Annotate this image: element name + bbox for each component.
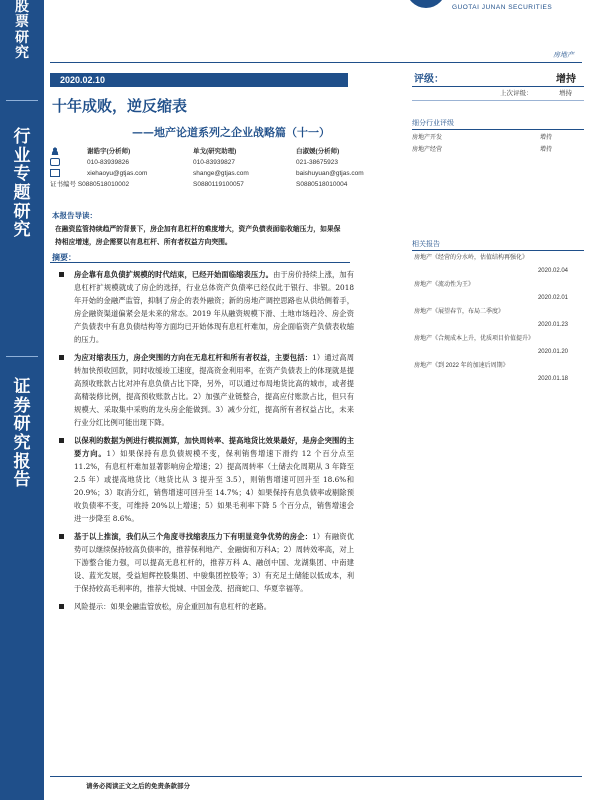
related-reports-list — [412, 252, 582, 387]
analyst-name: 白淑媛(分析师) — [296, 148, 340, 155]
person-icon — [50, 147, 60, 155]
previous-rating-value: 增持 — [559, 90, 572, 97]
sidebar-char: 研 — [15, 29, 29, 46]
bullet-text: 1）如果保持有息负债规模不变，保利销售增速下滑约 12 个百分点至 11.2%，有息杠杆难加显著影响房企增速；2）提高周转率（土储去化周期从 3 年降至 2.5 年）或提高地货比（地货比从 3 提升至 3.5），则销售增速可回升至 18.6%和 20.9%；3）取消分红，销售增速可回升至 14.7%；4）如果保持有息负债率或剔除预收负债率不变，可维持 20%以上增速；5）如果毛利率下降 5 个百分点，销售增速会进一步降至 8.6%。 — [74, 449, 354, 523]
related-report-date: 2020.02.04 — [537, 268, 568, 274]
bullet-text: 由于房价持续上涨，加有息杠杆扩规模就成了房企的选择，行业总体资产负债率已经仅此于银行、非银。2018 年开始的金融严监管，抑制了房企的表外融资；新的房地产调控思路也从供给侧着手，房企融资渠道偏紧会是未来的常态。2019 年从融资规模下滑、土地市场趋冷、房企资产负债表中有息负债结构等方面均已开始体现有息杠杆难加，房企面临资产负债表收缩的压力。 — [74, 270, 354, 344]
footer-rule — [50, 776, 582, 777]
analyst-phone: 010-83939827 — [193, 159, 235, 166]
sidebar-char: 股 — [15, 0, 29, 15]
analyst-email: baishuyuan@gtjas.com — [296, 170, 364, 177]
rating-rule — [412, 100, 584, 101]
bullet-lead: 为应对缩表压力，房企突围的方向在无息杠杆和所有者权益，主要包括： — [74, 353, 313, 362]
sidebar — [0, 0, 44, 800]
sidebar-section-stock-research — [0, 0, 44, 62]
sidebar-char: 告 — [13, 470, 31, 491]
sidebar-char: 券 — [13, 395, 31, 416]
related-report-item[interactable] — [412, 279, 582, 306]
sub-industry-rule — [412, 129, 584, 130]
bullet-text: 1）有融资优势可以继续保持较高负债率的，推荐保利地产、金融街和万科A；2）周转效率高，对上下游整合能力强，可以提高无息杠杆的，推荐万科 A、融创中国、龙湖集团、中南建设、蓝光发展，受益旭辉控股集团、中骏集团控股等；3）有充足土储能以低成本，利于保持较高毛利率的，推荐大悦城、中国金茂、招商蛇口、华夏幸福等。 — [74, 532, 354, 593]
sidebar-char: 研 — [13, 414, 31, 435]
sidebar-divider — [6, 100, 38, 101]
abstract-rule — [50, 262, 350, 263]
analyst-column — [193, 146, 288, 190]
related-reports-heading: 相关报告 — [412, 241, 440, 248]
logo-mark-icon — [406, 0, 446, 8]
analyst-email: shange@gtjas.com — [193, 170, 249, 177]
mail-icon — [50, 169, 60, 177]
sidebar-char: 业 — [13, 145, 31, 166]
cert-label: 证书编号 — [50, 181, 76, 188]
related-report-date: 2020.01.18 — [537, 376, 568, 382]
bullet-lead: 房企靠有息负债扩规模的时代结束，已经开始面临缩表压力。 — [74, 270, 273, 279]
sub-industry-ratings — [412, 132, 582, 156]
related-report-title[interactable]: 房地产《流动性为王》 — [414, 282, 475, 288]
analyst-phone: 010-83939826 — [87, 159, 129, 166]
analyst-column — [50, 146, 148, 190]
related-report-item[interactable] — [412, 360, 582, 387]
bullet-lead: 以保利的数据为例进行模拟测算，加快周转率、提高地货比效果最好，是房企突围的主要方向。 — [74, 436, 354, 458]
related-report-item[interactable] — [412, 333, 582, 360]
related-report-item[interactable] — [412, 252, 582, 279]
abstract-bullet — [54, 268, 354, 346]
rating-rule — [412, 86, 584, 87]
header-rule — [50, 62, 582, 63]
sub-industry-value: 增持 — [539, 147, 552, 153]
report-subtitle: ——地产论道系列之企业战略篇（十一） — [132, 126, 330, 139]
abstract-bullets — [54, 268, 354, 618]
phone-icon — [50, 158, 60, 166]
guide-heading: 本报告导读： — [52, 211, 97, 220]
abstract-bullet — [54, 434, 354, 525]
sidebar-char: 票 — [15, 14, 29, 31]
sub-industry-row — [412, 144, 582, 156]
related-report-date: 2020.01.20 — [537, 349, 568, 355]
related-report-item[interactable] — [412, 306, 582, 333]
sub-industry-heading: 细分行业评级 — [412, 120, 454, 127]
sidebar-char: 证 — [13, 377, 31, 397]
bullet-text: 1）通过高周转加快预收回款，同时收缓竣工速度，提高资金利用率，在资产负债表上的体现就是提高预收账款占比对冲有息负债占比下降，另外，可以通过布局地货比高的城市，或者提高精装修比例，提高预收账款占比。2）加强产业链整合，提高应付账款占比，但只有规模大、采取集中采购的龙头房企能做到。3）减少分红，提高所有者权益占比，未来行业分红比例可能出现下降。 — [74, 353, 354, 427]
abstract-bullet — [54, 600, 354, 613]
report-title: 十年成败，逆反缩表 — [52, 97, 188, 115]
sidebar-char: 题 — [13, 183, 31, 204]
sub-industry-row — [412, 132, 582, 144]
sidebar-char: 报 — [13, 451, 31, 472]
analyst-cert: S0880119100057 — [193, 181, 244, 188]
industry-tag: 房地产 — [553, 51, 574, 59]
rating-value: 增持 — [556, 74, 576, 85]
abstract-bullet — [54, 351, 354, 429]
footer-disclaimer: 请务必阅读正文之后的免责条款部分 — [86, 782, 190, 790]
related-report-date: 2020.02.01 — [537, 295, 568, 301]
analyst-column — [296, 146, 391, 190]
analyst-cert: S0880518010002 — [77, 181, 130, 188]
related-report-title[interactable]: 房地产《到 2022 年的加速后周期》 — [414, 363, 509, 369]
sidebar-char: 研 — [13, 201, 31, 222]
related-report-title[interactable]: 房地产《展望春节，布局二季度》 — [414, 309, 505, 315]
analyst-phone: 021-38675923 — [296, 159, 338, 166]
guide-text: 在融资监管持续趋严的背景下，房企加有息杠杆的难度增大，资产负债表面临收缩压力，如果保持相应增速，房企需要以有息杠杆、所有者权益方向突围。 — [55, 225, 341, 246]
sidebar-section-securities-report — [0, 378, 44, 490]
related-report-title[interactable]: 房地产《经营的分水岭，估值结构再强化》 — [414, 255, 529, 261]
bullet-text: 风险提示：如果金融监管放松，房企重回加有息杠杆的老路。 — [74, 602, 272, 611]
report-date: 2020.02.10 — [50, 73, 348, 87]
previous-rating-label: 上次评级： — [500, 90, 533, 97]
rating-label: 评级： — [414, 74, 444, 85]
logo-text: GUOTAI JUNAN SECURITIES — [452, 4, 553, 11]
sidebar-char: 究 — [13, 220, 31, 241]
sidebar-char: 究 — [15, 45, 29, 62]
sidebar-char: 究 — [13, 433, 31, 454]
sidebar-section-industry-research — [0, 128, 44, 240]
sidebar-char: 专 — [13, 164, 31, 185]
analyst-name: 单戈(研究助理) — [193, 148, 237, 155]
sidebar-divider — [6, 356, 38, 357]
analyst-name: 谢皓宇(分析师) — [87, 148, 131, 155]
related-report-title[interactable]: 房地产《合规成本上升，优质项目价值提升》 — [414, 336, 535, 342]
related-report-date: 2020.01.23 — [537, 322, 568, 328]
abstract-heading: 摘要： — [52, 252, 76, 262]
abstract-bullet — [54, 530, 354, 595]
analyst-cert: S0880518010004 — [296, 181, 348, 188]
bullet-lead: 基于以上推演，我们从三个角度寻找缩表压力下有明显竞争优势的房企： — [74, 532, 313, 541]
analyst-email: xiehaoyu@gtjas.com — [87, 170, 148, 177]
sub-industry-value: 增持 — [539, 135, 552, 141]
related-reports-rule — [412, 250, 584, 251]
sidebar-char: 行 — [13, 127, 31, 147]
rating-row — [412, 66, 582, 86]
company-logo — [402, 0, 592, 18]
sub-industry-name: 房地产经营 — [412, 147, 443, 153]
sub-industry-name: 房地产开发 — [412, 135, 443, 141]
